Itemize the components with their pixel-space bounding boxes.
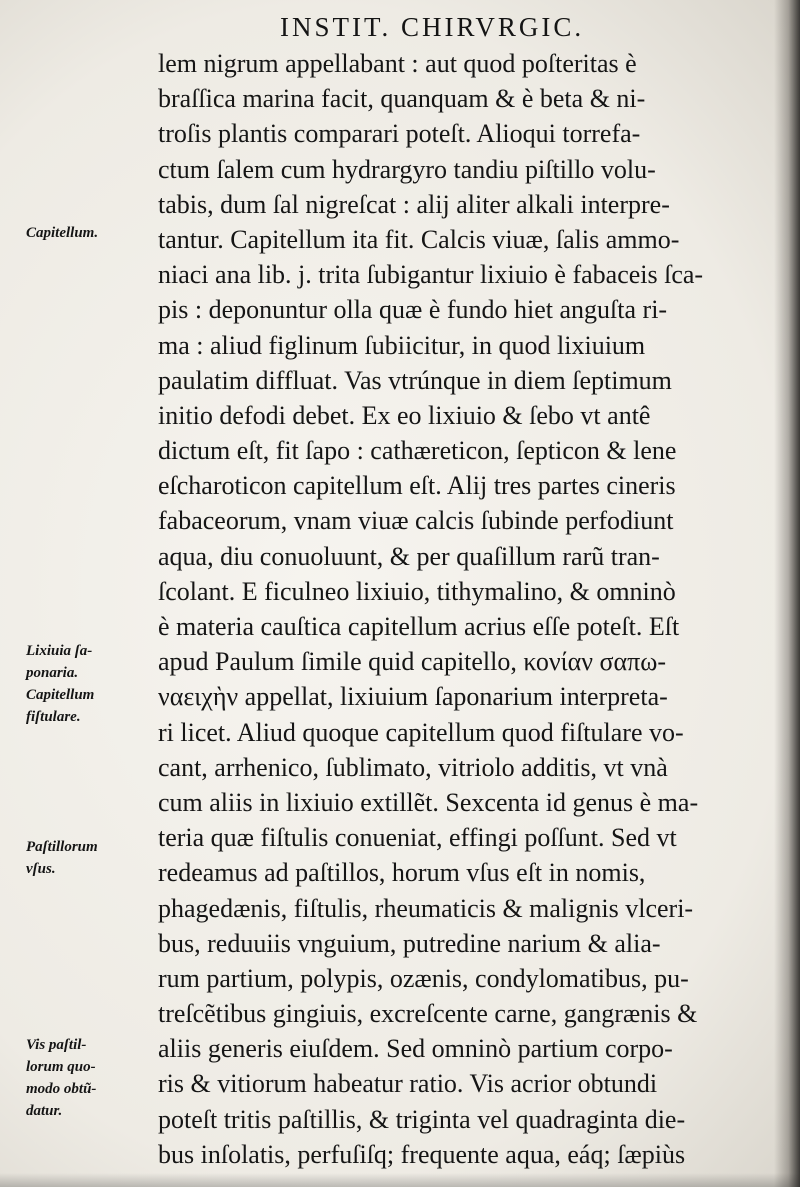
text-line: redeamus ad paſtillos, horum vſus eſt in nomis, bbox=[158, 858, 646, 888]
text-line: dictum eſt, fit ſapo : cathæreticon, ſepticon & lene bbox=[158, 436, 677, 466]
text-line: fabaceorum, vnam viuæ calcis ſubinde perfodiunt bbox=[158, 506, 674, 536]
text-line: ri licet. Aliud quoque capitellum quod fiſtulare vo- bbox=[158, 717, 684, 747]
margin-note-line: datur. bbox=[26, 1103, 63, 1119]
text-line: paulatim diffluat. Vas vtrúnque in diem ſeptimum bbox=[158, 365, 672, 395]
text-line: niaci ana lib. j. trita ſubigantur lixiuio è fabaceis ſca- bbox=[158, 260, 704, 290]
margin-note-line: lorum quo- bbox=[26, 1059, 96, 1075]
margin-note-line: modo obtũ- bbox=[26, 1081, 97, 1097]
text-line: tantur. Capitellum ita fit. Calcis viuæ, ſalis ammo- bbox=[158, 224, 680, 254]
text-line: braſſica marina facit, quanquam & è beta & ni- bbox=[158, 84, 646, 114]
margin-note-line: vſus. bbox=[26, 861, 56, 877]
page-edge-shadow bbox=[774, 0, 800, 1187]
margin-note-line: Capitellum. bbox=[26, 225, 99, 241]
text-line: ctum ſalem cum hydrargyro tandiu piſtillo volu- bbox=[158, 154, 656, 184]
text-line: initio defodi debet. Ex eo lixiuio & ſebo vt antê bbox=[158, 400, 651, 430]
text-line: cant, arrhenico, ſublimato, vitriolo additis, vt vnà bbox=[158, 752, 668, 782]
margin-note-capitellum bbox=[26, 222, 98, 244]
text-line: phagedænis, fiſtulis, rheumaticis & malignis vlceri- bbox=[158, 893, 694, 923]
text-line: lem nigrum appellabant : aut quod poſteritas è bbox=[158, 49, 637, 78]
text-line: ma : aliud figlinum ſubiicitur, in quod lixiuium bbox=[158, 330, 646, 360]
text-line: ναειχὴν appellat, lixiuium ſaponarium interpreta- bbox=[158, 682, 668, 712]
text-line: tabis, dum ſal nigreſcat : alij aliter alkali interpre- bbox=[158, 189, 670, 219]
text-line: treſcẽtibus gingiuis, excreſcente carne, gangrænis & bbox=[158, 999, 698, 1029]
running-title: INSTIT. CHIRVRGIC. bbox=[280, 12, 585, 42]
text-line: è materia cauſtica capitellum acrius eſſe poteſt. Eſt bbox=[158, 612, 680, 641]
text-line: eſcharoticon capitellum eſt. Alij tres partes cineris bbox=[158, 471, 676, 501]
text-line: troſis plantis comparari poteſt. Alioqui torrefa- bbox=[158, 119, 641, 149]
margin-note-line: Paſtillorum bbox=[26, 839, 98, 855]
text-line: poteſt tritis paſtillis, & triginta vel quadraginta die- bbox=[158, 1104, 686, 1134]
text-line: rum partium, polypis, ozænis, condylomatibus, pu- bbox=[158, 963, 689, 993]
text-line: cum aliis in lixiuio extillẽt. Sexcenta id genus è ma- bbox=[158, 787, 699, 817]
margin-note-lixiuia-saponaria bbox=[26, 640, 94, 728]
text-line: apud Paulum ſimile quid capitello, κονίαν σαπω- bbox=[158, 647, 667, 677]
margin-note-line: Lixiuia ſa- bbox=[26, 643, 93, 659]
text-line: aliis generis eiuſdem. Sed omninò partium corpo- bbox=[158, 1034, 673, 1064]
margin-note-vis-pastillorum bbox=[26, 1034, 96, 1122]
margin-note-line: fiſtulare. bbox=[26, 709, 81, 725]
text-line: bus, reduuiis vnguium, putredine narium & alia- bbox=[158, 928, 661, 958]
margin-note-line: ponaria. bbox=[26, 665, 79, 681]
page-bottom-shadow bbox=[0, 1173, 800, 1187]
text-line: ris & vitiorum habeatur ratio. Vis acrior obtundi bbox=[158, 1069, 658, 1099]
margin-note-line: Vis paſtil- bbox=[26, 1037, 87, 1053]
text-line: aqua, diu conuoluunt, & per quaſillum rarũ tran- bbox=[158, 541, 660, 571]
text-line: ſcolant. E ficulneo lixiuio, tithymalino, & omninò bbox=[158, 576, 676, 606]
margin-note-pastillorum-usus bbox=[26, 836, 98, 880]
margin-note-line: Capitellum bbox=[26, 687, 95, 703]
text-line: teria quæ fiſtulis conueniat, effingi poſſunt. Sed vt bbox=[158, 823, 677, 853]
text-line: bus inſolatis, perfuſiſq; frequente aqua, eáq; ſæpiùs bbox=[158, 1139, 686, 1169]
body-text bbox=[158, 46, 748, 1172]
text-line: pis : deponuntur olla quæ è fundo hiet anguſta ri- bbox=[158, 295, 668, 325]
